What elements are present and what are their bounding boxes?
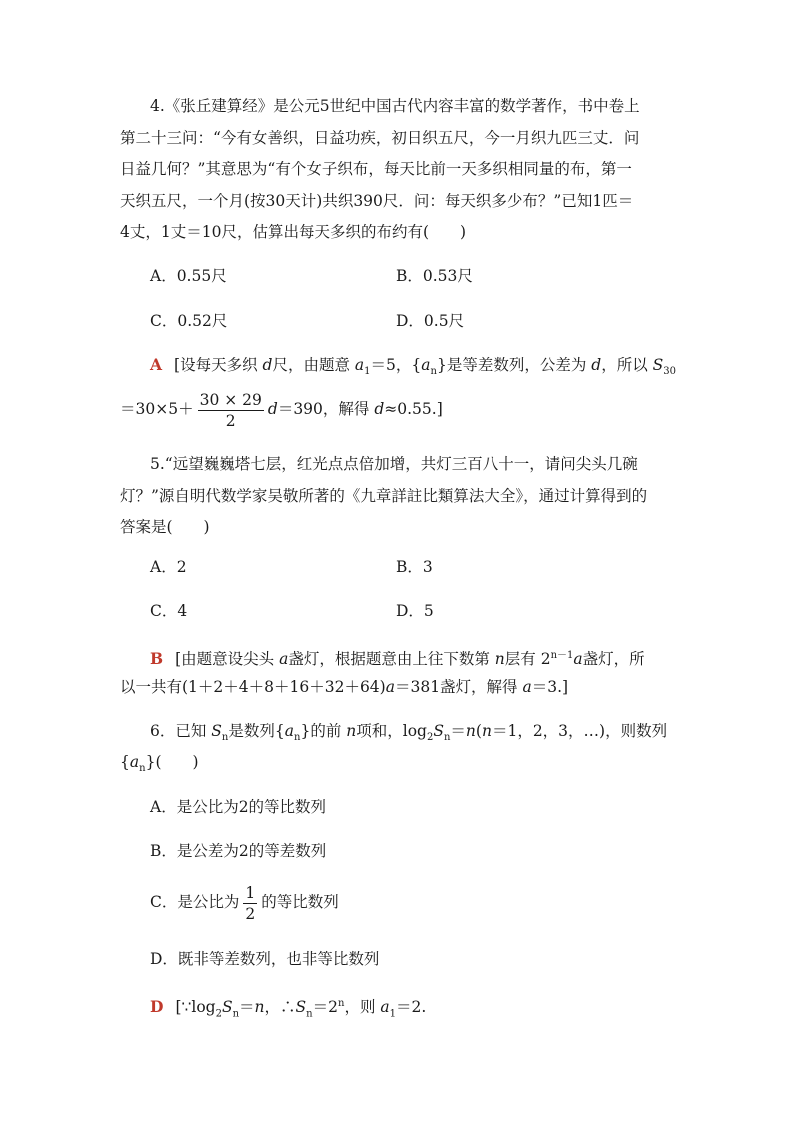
- q6-line-2: $\{a_n\}$( ): [120, 753, 199, 775]
- q5-solution-line-2: 以一共有(1＋2＋4＋8＋16＋32＋64)a＝381盏灯，解得 a＝3.]: [120, 678, 569, 696]
- q6-option-d: D．既非等差数列，也非等比数列: [150, 950, 380, 968]
- q5-line-1: 5.“远望巍巍塔七层，红光点点倍加增，共灯三百八十一，请问尖头几碗: [150, 455, 638, 473]
- q4-line-3: 日益几何？”其意思为“有个女子织布，每天比前一天多织相同量的布，第一: [120, 160, 632, 178]
- q5-solution-line-1: B [由题意设尖头 a盏灯，根据题意由上往下数第 n层有 $2^{n-1}a$盏灯，所: [150, 649, 645, 669]
- q6-option-b: B．是公差为2的等差数列: [150, 842, 327, 860]
- q6-answer-letter: D: [150, 997, 164, 1017]
- q6-option-a: A．是公比为2的等比数列: [150, 798, 327, 816]
- q5-option-c: C．4: [150, 602, 188, 620]
- q4-line-1: 4.《张丘建算经》是公元5世纪中国古代内容丰富的数学著作，书中卷上: [150, 97, 640, 115]
- q5-option-a: A．2: [150, 558, 187, 576]
- q6-option-c: C．是公比为 $\frac{1}{2}$ 的等比数列: [150, 883, 339, 923]
- q4-option-d: D．0.5尺: [396, 312, 465, 330]
- q5-line-3: 答案是( ): [120, 518, 210, 536]
- q4-line-4: 天织五尺，一个月(按30天计)共织390尺．问：每天织多少布？”已知1匹＝: [120, 192, 634, 210]
- q4-solution-line-2: ＝30×5＋ $\frac{30 \times 29}{2}$ d＝390，解得 d≈0.55.]: [120, 390, 443, 430]
- fraction-one-half: $\frac{1}{2}$: [245, 883, 256, 923]
- q4-line-5: 4丈，1丈＝10尺，估算出每天多织的布约有( ): [120, 223, 467, 241]
- q4-option-b: B．0.53尺: [396, 267, 473, 285]
- q4-answer-letter: A: [150, 355, 163, 374]
- q6-line-1: 6．已知 $S_n$是数列$\{a_n\}$的前 n项和，$\log_2S_n=n(n=1$，2，3，…)，则数列: [150, 722, 668, 744]
- q4-option-a: A．0.55尺: [150, 267, 227, 285]
- q5-answer-letter: B: [150, 649, 164, 669]
- q5-line-2: 灯？”源自明代数学家吴敬所著的《九章詳註比類算法大全》，通过计算得到的: [120, 487, 648, 505]
- q5-option-b: B．3: [396, 558, 433, 576]
- q6-solution-line-1: D [$\because\log_2S_n=n$，$\therefore S_n=2^n$，则 $a_1=2$.: [150, 997, 427, 1020]
- q4-solution-line-1: A [设每天多织 d尺，由题意 $a_1=5$，$\{a_n\}$是等差数列，公差为 d，所以 $S_{30}$: [150, 355, 676, 378]
- q5-option-d: D．5: [396, 602, 434, 620]
- fraction-30x29-over-2: $\frac{30 \times 29}{2}$: [199, 390, 262, 430]
- q4-option-c: C．0.52尺: [150, 312, 228, 330]
- q4-line-2: 第二十三问：“今有女善织，日益功疾，初日织五尺，今一月织九匹三丈．问: [120, 129, 640, 147]
